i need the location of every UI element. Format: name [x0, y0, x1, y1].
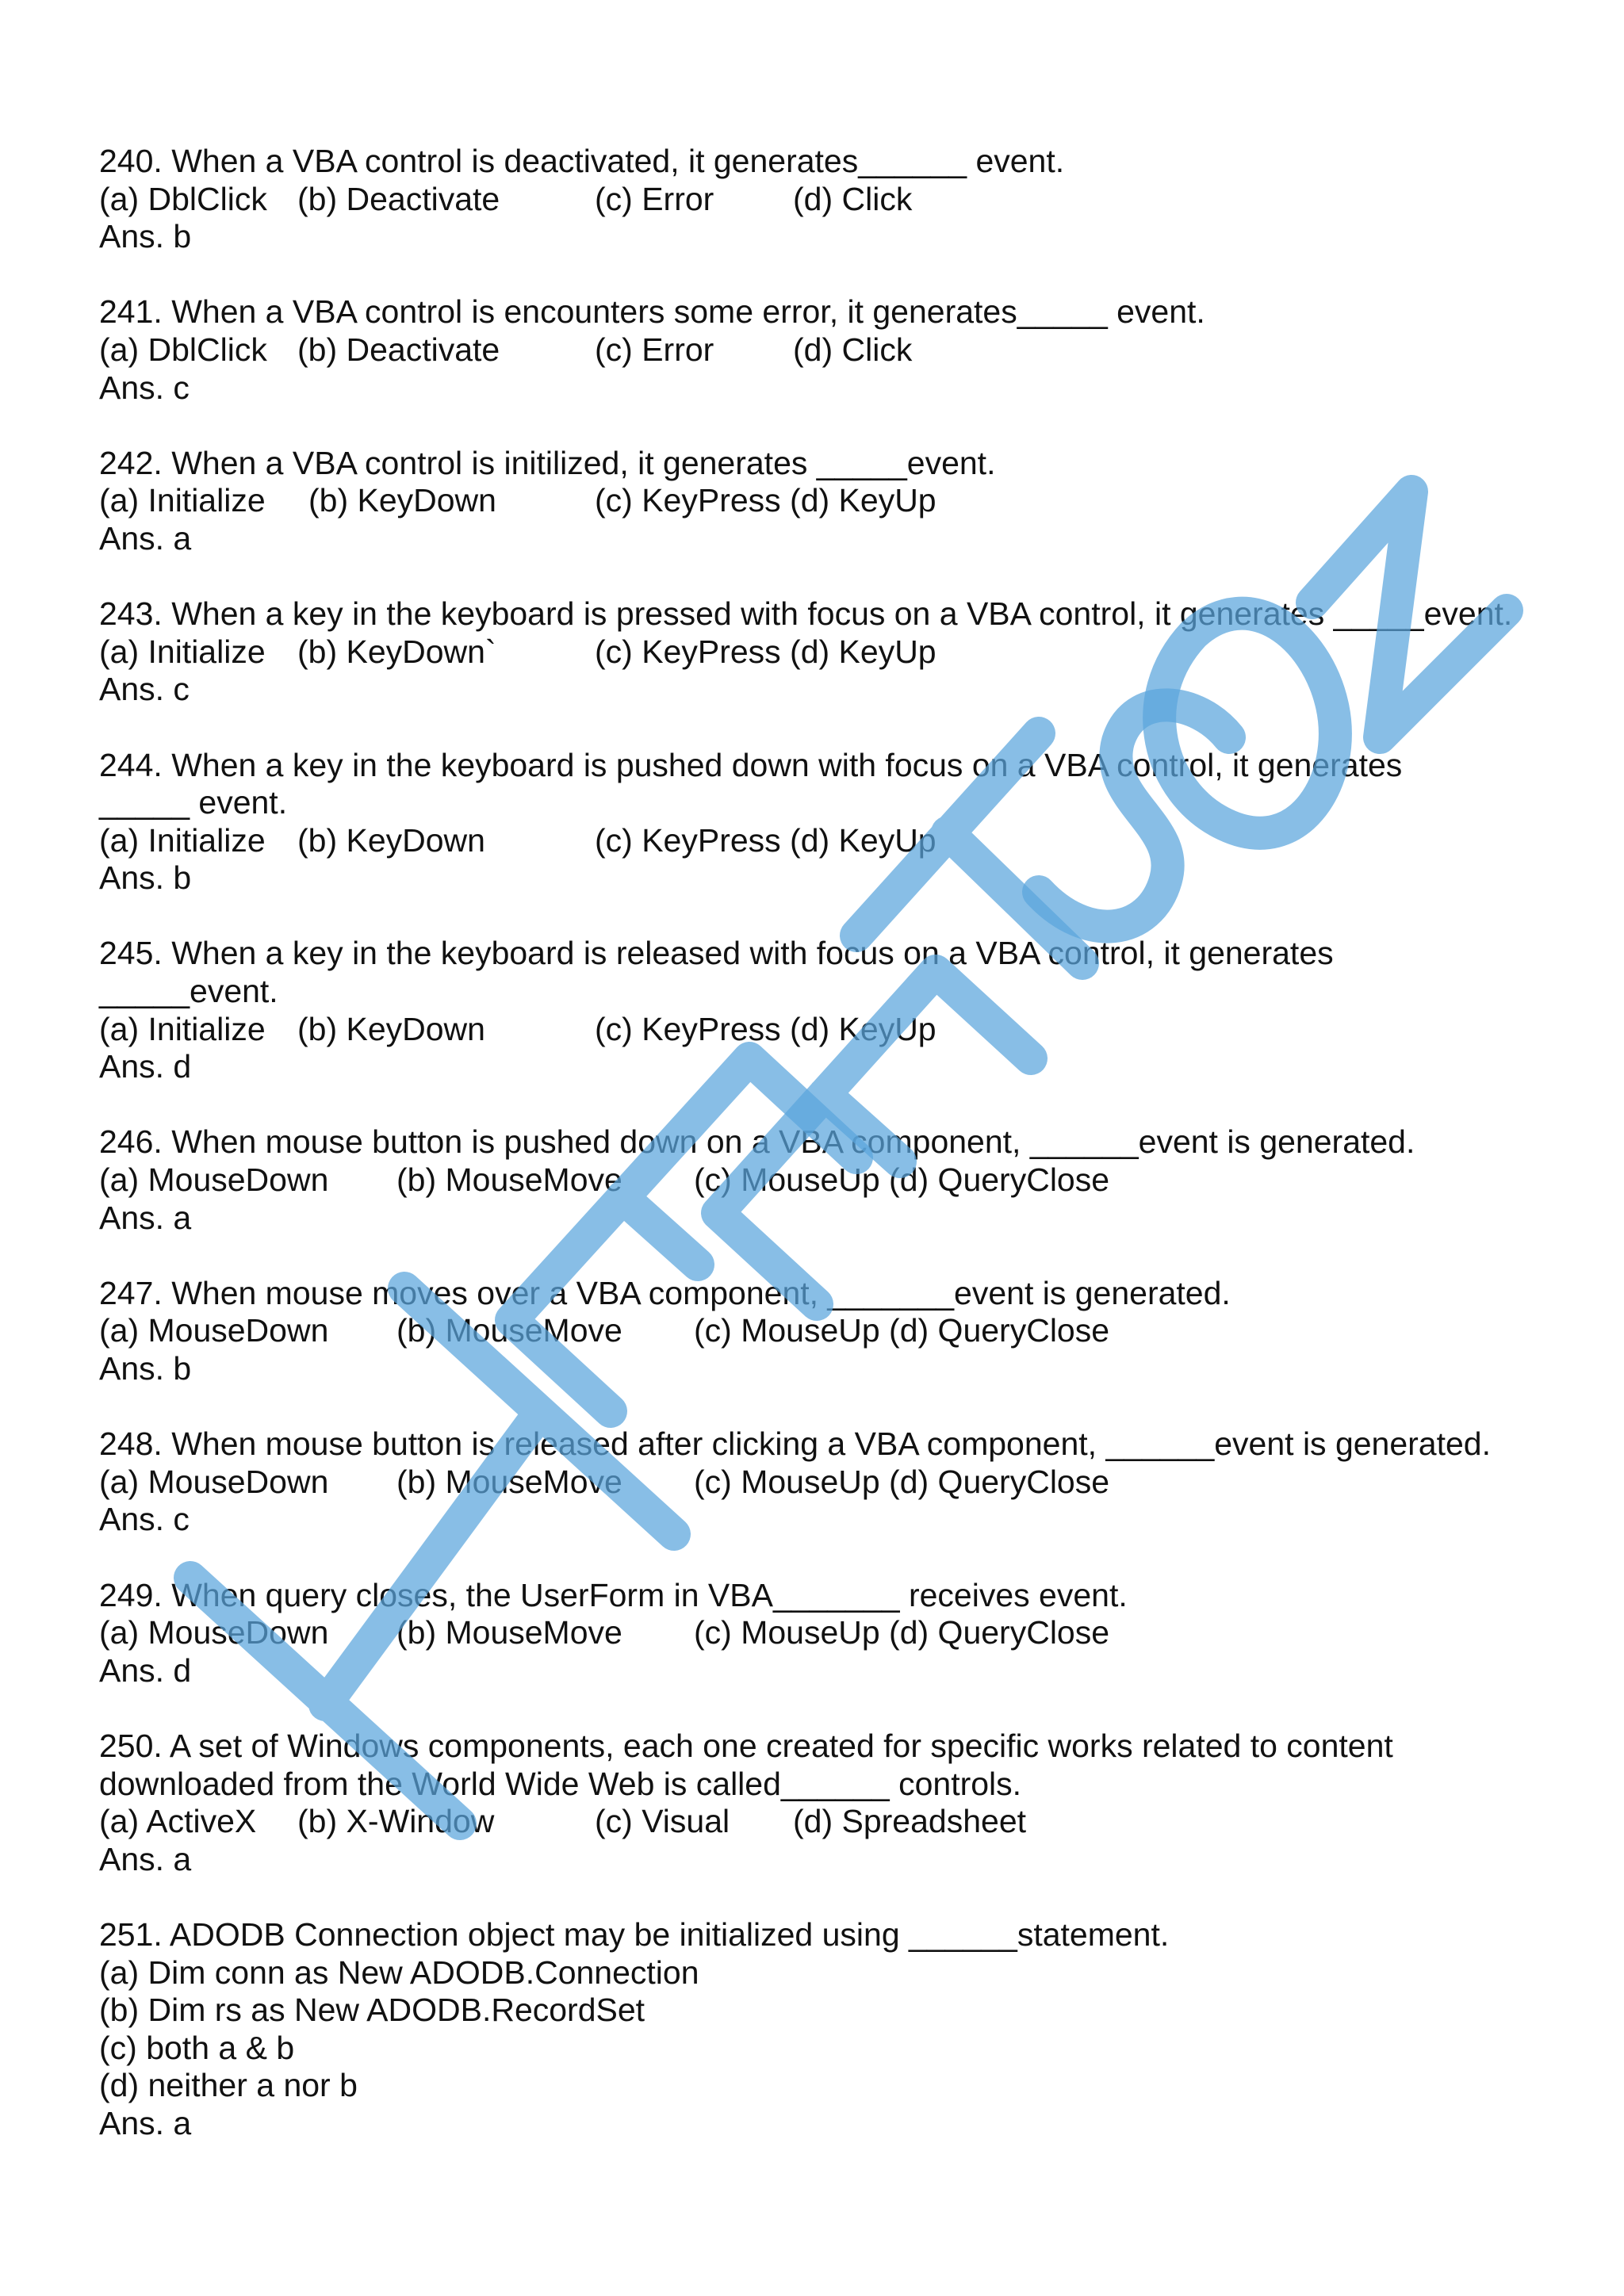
answer-text: Ans. a	[99, 519, 192, 557]
spacer	[99, 897, 1590, 936]
options-row	[99, 1614, 1590, 1652]
option-text: (c) MouseUp (d) QueryClose	[694, 1312, 1110, 1349]
spacer	[99, 1689, 1590, 1728]
spacer	[99, 1539, 1590, 1577]
question-text: 240. When a VBA control is deactivated, it generates______ event.	[99, 143, 1065, 179]
option-text: (b) X-Window	[297, 1803, 495, 1840]
spacer	[99, 1237, 1590, 1275]
question-text: 249. When query closes, the UserForm in VBA_______ receives event.	[99, 1576, 1128, 1613]
answer-text: Ans. a	[99, 1840, 192, 1877]
question-text: 243. When a key in the keyboard is pressed with focus on a VBA control, it generates _____event.	[99, 595, 1513, 633]
options-row	[99, 1464, 1590, 1502]
spacer	[99, 709, 1590, 747]
option-text: (b) Deactivate	[297, 331, 500, 368]
answer-text: Ans. c	[99, 369, 190, 406]
option-text: (a) MouseDown	[99, 1161, 329, 1199]
question-text: 241. When a VBA control is encounters some error, it generates_____ event.	[99, 293, 1205, 331]
question-block	[99, 1728, 1590, 1916]
option-text: (b) MouseMove	[396, 1161, 622, 1199]
options-row	[99, 822, 1590, 860]
question-block	[99, 1425, 1590, 1576]
question-block	[99, 293, 1590, 444]
option-text: (a) ActiveX	[99, 1803, 257, 1840]
option-text: (a) Initialize	[99, 633, 266, 670]
option-text: (c) KeyPress (d) KeyUp	[595, 482, 936, 519]
question-text: 250. A set of Windows components, each one created for specific works related to content	[99, 1727, 1393, 1764]
option-text: (c) MouseUp (d) QueryClose	[694, 1614, 1110, 1651]
options-row	[99, 633, 1590, 672]
option-text: (c) Error	[595, 180, 714, 217]
question-text: 247. When mouse moves over a VBA component, _______event is generated.	[99, 1274, 1231, 1311]
option-text: (b) MouseMove	[396, 1463, 622, 1500]
question-block	[99, 445, 1590, 595]
option-text: (a) MouseDown	[99, 1463, 329, 1500]
options-row	[99, 482, 1590, 520]
options-row	[99, 1011, 1590, 1049]
spacer	[99, 1086, 1590, 1124]
question-text: 251. ADODB Connection object may be initialized using ______statement.	[99, 1915, 1170, 1953]
option-text: (c) MouseUp (d) QueryClose	[694, 1463, 1110, 1500]
option-text: (d) Click	[793, 180, 913, 217]
options-row	[99, 331, 1590, 369]
option-text: (d) neither a nor b	[99, 2067, 358, 2104]
option-text: (d) Click	[793, 331, 913, 368]
option-text: (d) Spreadsheet	[793, 1803, 1027, 1840]
answer-text: Ans. a	[99, 1199, 192, 1236]
spacer	[99, 558, 1590, 596]
options-row	[99, 1161, 1590, 1200]
option-text: (b) MouseMove	[396, 1614, 622, 1651]
options-row	[99, 1803, 1590, 1841]
spacer	[99, 407, 1590, 445]
question-text: 248. When mouse button is released after clicking a VBA component, ______event is generated.	[99, 1425, 1491, 1463]
question-block	[99, 1123, 1590, 1274]
option-text: (a) DblClick	[99, 331, 267, 368]
option-text: (a) Dim conn as New ADODB.Connection	[99, 1954, 699, 1991]
answer-text: Ans. c	[99, 671, 190, 708]
option-text: (c) Error	[595, 331, 714, 368]
question-block	[99, 1916, 1590, 2143]
question-block	[99, 595, 1590, 746]
option-text: (a) Initialize	[99, 821, 266, 859]
option-text: (c) Visual	[595, 1803, 730, 1840]
question-text: 242. When a VBA control is initilized, it generates _____event.	[99, 444, 996, 481]
question-block	[99, 143, 1590, 293]
option-text: (c) KeyPress (d) KeyUp	[595, 1010, 936, 1047]
question-text: 246. When mouse button is pushed down on a VBA component, ______event is generated.	[99, 1123, 1415, 1161]
spacer	[99, 256, 1590, 294]
answer-text: Ans. b	[99, 218, 192, 255]
option-text: (a) MouseDown	[99, 1312, 329, 1349]
answer-text: Ans. d	[99, 1048, 192, 1085]
question-block	[99, 747, 1590, 936]
answer-text: Ans. c	[99, 1501, 190, 1538]
option-text: (b) KeyDown	[297, 1010, 485, 1047]
option-text: (b) KeyDown	[308, 482, 496, 519]
question-block	[99, 1275, 1590, 1425]
question-text: 245. When a key in the keyboard is released with focus on a VBA control, it generates	[99, 935, 1334, 972]
option-text: (a) Initialize	[99, 1010, 266, 1047]
answer-text: Ans. d	[99, 1651, 192, 1689]
answer-text: Ans. b	[99, 1350, 192, 1387]
option-text: (b) Dim rs as New ADODB.RecordSet	[99, 1992, 645, 2029]
answer-text: Ans. b	[99, 859, 192, 897]
question-text-continued: _____event.	[99, 973, 278, 1010]
question-block	[99, 935, 1590, 1123]
spacer	[99, 1388, 1590, 1426]
question-text-continued: downloaded from the World Wide Web is called______ controls.	[99, 1765, 1022, 1802]
answer-text: Ans. a	[99, 2104, 192, 2141]
options-row	[99, 181, 1590, 219]
option-text: (c) KeyPress (d) KeyUp	[595, 633, 936, 670]
option-text: (c) KeyPress (d) KeyUp	[595, 821, 936, 859]
option-text: (b) MouseMove	[396, 1312, 622, 1349]
option-text: (c) MouseUp (d) QueryClose	[694, 1161, 1110, 1199]
question-text: 244. When a key in the keyboard is pushed down with focus on a VBA control, it generates	[99, 746, 1403, 783]
question-text-continued: _____ event.	[99, 784, 288, 821]
option-text: (b) KeyDown	[297, 821, 485, 859]
option-text: (b) Deactivate	[297, 180, 500, 217]
spacer	[99, 1878, 1590, 1916]
question-block	[99, 1577, 1590, 1728]
option-text: (a) MouseDown	[99, 1614, 329, 1651]
option-text: (b) KeyDown`	[297, 633, 496, 670]
question-page	[99, 143, 1590, 2142]
option-text: (a) DblClick	[99, 180, 267, 217]
option-text: (a) Initialize	[99, 482, 266, 519]
option-text: (c) both a & b	[99, 2029, 295, 2066]
options-row	[99, 1312, 1590, 1350]
